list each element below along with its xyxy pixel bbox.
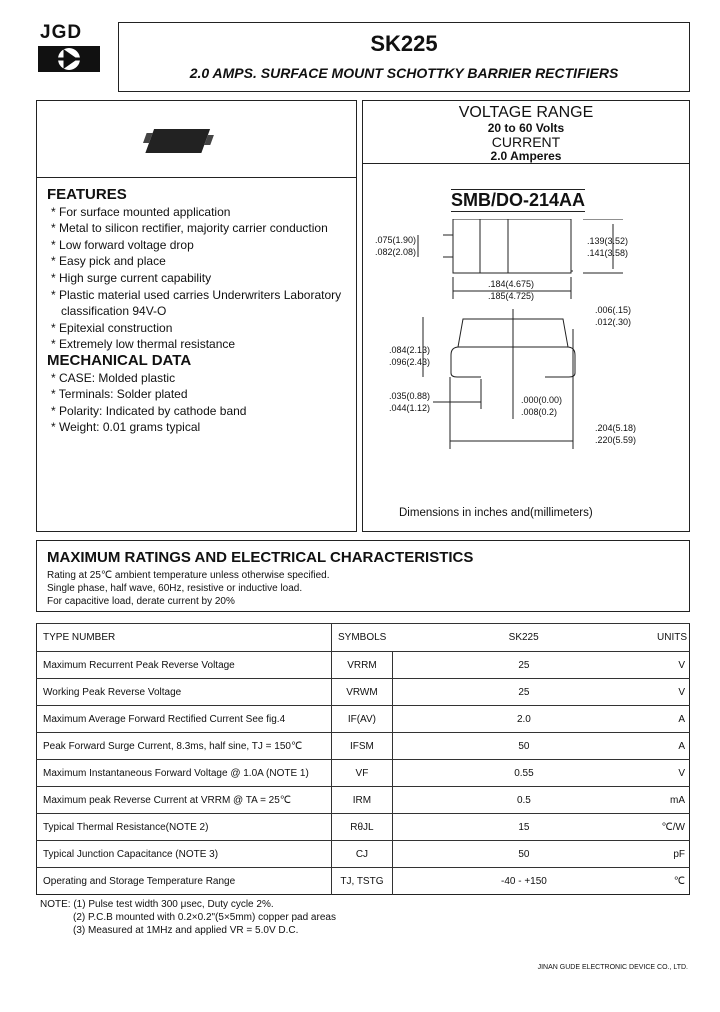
cell-symbol: IFSM — [332, 733, 393, 760]
cell-value: 50 — [392, 733, 655, 760]
mechanical-item: * Weight: 0.01 grams typical — [51, 420, 201, 435]
cell-parameter: Typical Junction Capacitance (NOTE 3) — [37, 841, 332, 868]
table-row — [37, 733, 690, 760]
svg-text:.000(0.00): .000(0.00) — [521, 395, 563, 405]
svg-text:.044(1.12): .044(1.12) — [389, 403, 431, 413]
table-row — [37, 787, 690, 814]
svg-text:.035(0.88): .035(0.88) — [389, 391, 431, 401]
feature-item: * High surge current capability — [51, 270, 212, 285]
cell-symbol: CJ — [332, 841, 393, 868]
cell-parameter: Typical Thermal Resistance(NOTE 2) — [37, 814, 332, 841]
svg-text:.204(5.18): .204(5.18) — [595, 423, 637, 433]
feature-item: * Easy pick and place — [51, 254, 166, 269]
mechanical-item: * Terminals: Solder plated — [51, 387, 188, 402]
feature-item: * Low forward voltage drop — [51, 237, 194, 252]
cell-symbol: IRM — [332, 787, 393, 814]
cell-unit: V — [655, 652, 690, 679]
svg-text:.006(.15): .006(.15) — [595, 305, 632, 315]
cell-value: 25 — [392, 679, 655, 706]
cell-symbol: TJ, TSTG — [332, 868, 393, 895]
logo-text: JGD — [40, 22, 83, 43]
ratings-conditions: Rating at 25℃ ambient temperature unless otherwise specified. Single phase, half wave, 60Hz, resistive or inductive load. For capacitive load, derate current by 20% — [47, 570, 330, 607]
svg-text:.082(2.08): .082(2.08) — [375, 247, 417, 257]
cell-unit: V — [655, 760, 690, 787]
cell-symbol: VRWM — [332, 679, 393, 706]
voltage-range: VOLTAGE RANGE 20 to 60 Volts CURRENT 2.0 Amperes — [458, 104, 594, 163]
table-row — [37, 652, 690, 679]
cell-value: 2.0 — [392, 706, 655, 733]
cell-symbol: VF — [332, 760, 393, 787]
cell-parameter: Peak Forward Surge Current, 8.3ms, half sine, TJ = 150℃ — [37, 733, 332, 760]
cell-parameter: Operating and Storage Temperature Range — [37, 868, 332, 895]
cell-symbol: IF(AV) — [332, 706, 393, 733]
svg-text:.012(.30): .012(.30) — [595, 317, 632, 327]
svg-text:.008(0.2): .008(0.2) — [521, 407, 558, 417]
diode-logo-icon — [38, 46, 100, 72]
table-row — [37, 760, 690, 787]
feature-item: * Epitexial construction — [51, 320, 173, 335]
specs-panel — [362, 100, 690, 532]
cell-unit: pF — [655, 841, 690, 868]
characteristics-table — [36, 623, 690, 895]
cell-symbol: RθJL — [332, 814, 393, 841]
ratings-title: MAXIMUM RATINGS AND ELECTRICAL CHARACTERISTICS — [47, 549, 474, 566]
table-row — [37, 679, 690, 706]
package-name: SMB/DO-214AA — [451, 190, 586, 210]
dimension-drawing — [363, 219, 689, 519]
cell-unit: A — [655, 733, 690, 760]
dimensions-caption: Dimensions in inches and(millimeters) — [399, 507, 593, 519]
svg-text:.220(5.59): .220(5.59) — [595, 435, 637, 445]
features-list — [47, 187, 347, 436]
cell-unit: A — [655, 706, 690, 733]
feature-item: * For surface mounted application — [51, 204, 231, 219]
mechanical-item: * Polarity: Indicated by cathode band — [51, 403, 247, 418]
svg-text:.084(2.13): .084(2.13) — [389, 345, 431, 355]
header-box — [118, 22, 690, 92]
cell-parameter: Maximum Average Forward Rectified Current See fig.4 — [37, 706, 332, 733]
subtitle: 2.0 AMPS. SURFACE MOUNT SCHOTTKY BARRIER RECTIFIERS — [189, 65, 619, 81]
ratings-box — [36, 540, 690, 612]
cell-value: 0.55 — [392, 760, 655, 787]
table-row — [37, 814, 690, 841]
features-panel — [36, 100, 357, 532]
cell-unit: ℃/W — [655, 814, 690, 841]
cell-parameter: Maximum peak Reverse Current at VRRM @ TA = 25℃ — [37, 787, 332, 814]
mechanical-item: * CASE: Molded plastic — [51, 370, 176, 385]
svg-text:.141(3.58): .141(3.58) — [587, 248, 629, 258]
feature-item: * Metal to silicon rectifier, majority carrier conduction — [51, 221, 328, 236]
cell-value: -40 - +150 — [392, 868, 655, 895]
table-row — [37, 868, 690, 895]
cell-value: 15 — [392, 814, 655, 841]
svg-text:.075(1.90): .075(1.90) — [375, 235, 417, 245]
svg-text:.096(2.43): .096(2.43) — [389, 357, 431, 367]
svg-text:.139(3.52): .139(3.52) — [587, 236, 629, 246]
table-row — [37, 841, 690, 868]
part-number: SK225 — [370, 31, 438, 56]
cell-parameter: Working Peak Reverse Voltage — [37, 679, 332, 706]
cell-value: 25 — [392, 652, 655, 679]
svg-text:.184(4.675): .184(4.675) — [488, 279, 535, 289]
cell-unit: V — [655, 679, 690, 706]
notes: NOTE: (1) Pulse test width 300 μsec, Duty cycle 2%. (2) P.C.B mounted with 0.2×0.2"(5×5mm) copper pad areas (3) Measured at 1MHz and applied VR = 5.0V D.C. — [40, 899, 336, 936]
table-row — [37, 706, 690, 733]
cell-symbol: VRRM — [332, 652, 393, 679]
feature-item: * Plastic material used carries Underwriters Laboratory classification 94V-O — [51, 287, 342, 319]
cell-value: 50 — [392, 841, 655, 868]
cell-value: 0.5 — [392, 787, 655, 814]
cell-parameter: Maximum Instantaneous Forward Voltage @ 1.0A (NOTE 1) — [37, 760, 332, 787]
mechanical-heading: MECHANICAL DATA — [47, 351, 192, 369]
svg-text:.185(4.725): .185(4.725) — [488, 291, 535, 301]
cell-unit: ℃ — [655, 868, 690, 895]
footer-company: JINAN GUDE ELECTRONIC DEVICE CO., LTD. — [537, 964, 688, 971]
table-header: TYPE NUMBER SYMBOLS SK225 UNITS — [37, 624, 690, 652]
cell-parameter: Maximum Recurrent Peak Reverse Voltage — [37, 652, 332, 679]
package-image — [37, 101, 356, 178]
cell-unit: mA — [655, 787, 690, 814]
features-heading: FEATURES — [47, 186, 127, 203]
feature-item: * Extremely low thermal resistance — [51, 337, 236, 352]
